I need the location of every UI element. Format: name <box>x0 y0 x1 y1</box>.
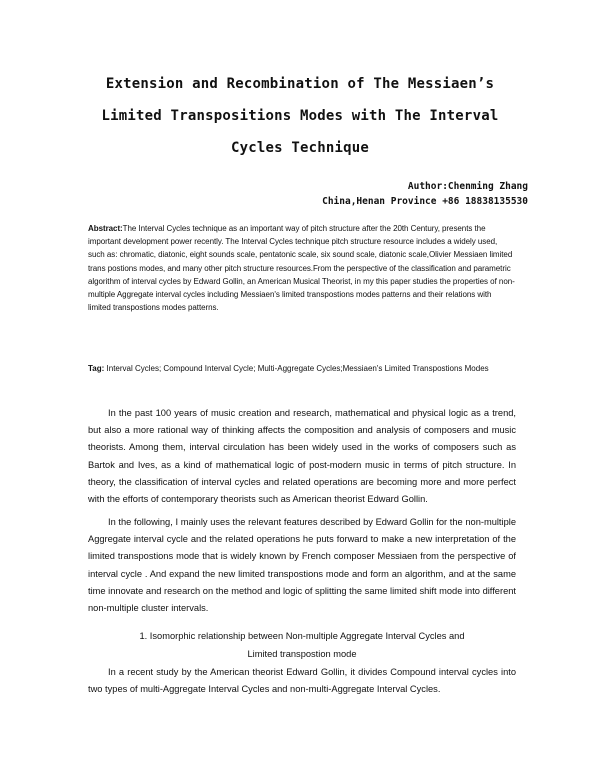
abstract-label: Abstract: <box>88 224 123 233</box>
section-1-heading-line-2: Limited transpostion mode <box>247 648 357 659</box>
title-line-2: Limited Transpositions Modes with The Interval <box>101 108 499 124</box>
title-line-1: Extension and Recombination of The Messiaen’s <box>105 76 495 92</box>
tags-label: Tag: <box>88 364 105 373</box>
tags-block <box>88 362 516 375</box>
body-paragraph-2: In the following, I mainly uses the relevant features described by Edward Gollin for the non-multiple Aggregate interval cycle and the related operations he puts forward to make a new interpretation of the limited transpostions mode that is widely known by French composer Messiaen from the perspective of interval cycle . And expand the new limited transpostions mode and form an algorithm, and at the same time innovate and research on the method and logic of splitting the same limited shift mode into different non-multiple cluster intervals. <box>88 517 516 614</box>
body-paragraph-1: In the past 100 years of music creation and research, mathematical and physical logic as a trend, but also a more rational way of thinking affects the composition and analysis of composers and music theorists. Among them, interval circulation has been widely used in the works of composers such as Bartok and Ives, as a kind of mathematical logic of post-modern music in terms of pitch structure. In theory, the classification of interval cycles and related operations are becoming more and more perfect with the efforts of contemporary theorists such as American theorist Edward Gollin. <box>88 408 516 505</box>
title-line-3: Cycles Technique <box>230 140 370 156</box>
section-1-heading <box>88 628 516 663</box>
author-affiliation: China,Henan Province +86 18838135530 <box>322 196 528 207</box>
tags-text: Interval Cycles; Compound Interval Cycle; Multi-Aggregate Cycles;Messiaen's Limited Transpostions Modes <box>104 364 489 373</box>
section-1-heading-line-1: 1. Isomorphic relationship between Non-multiple Aggregate Interval Cycles and <box>139 631 465 641</box>
abstract-block <box>88 222 516 314</box>
section-1-paragraph: In a recent study by the American theorist Edward Gollin, it divides Compound interval cycles into two types of multi-Aggregate Interval Cycles and non-multi-Aggregate Interval Cycles. <box>88 667 516 695</box>
author-name: Author:Chenming Zhang <box>407 181 528 192</box>
abstract-text: The Interval Cycles technique as an important way of pitch structure after the 20th Century, presents the important development power recently. The Interval Cycles technique pitch structure resource includes a widely used, such as: chromatic, diatonic, eight sounds scale, pentatonic scale, six sound scale, diatonic scale,Olivier Messiaen limited trans postions modes, and many other pitch structure resources.From the perspective of the classification and parametric algorithm of interval cycles by Edward Gollin, an American Musical Theorist, in my this paper studies the properties of non-multiple Aggregate interval cycles including Messiaen's limited transpostions modes patterns and their relations with limited transpostions modes patterns. <box>88 224 515 313</box>
